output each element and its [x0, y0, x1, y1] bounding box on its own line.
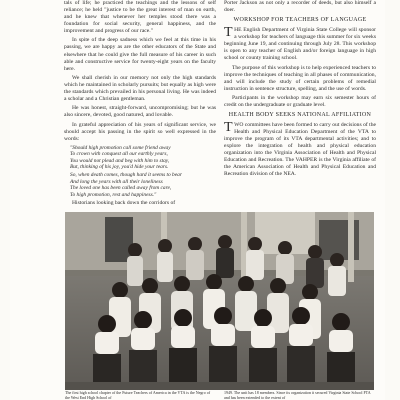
- right-column: [224, 0, 376, 181]
- poem-line: So, when death comes, though hard it seems to bear: [70, 172, 182, 179]
- page-paper: [10, 0, 385, 400]
- poem-stanza-1: [70, 145, 216, 171]
- poem-line: "Should high promotion call some friend away: [70, 144, 171, 151]
- left-paragraph-4: He was honest, straight-forward, uncompromising; but he was also sincere, devoted, good natured, and lovable.: [64, 105, 216, 119]
- poem-line: And long the years with all their loneliness: [70, 178, 163, 185]
- left-paragraph-5: In grateful appreciation of his years of significant service, we should accept his passing in the spirit so well expressed in the words:: [64, 121, 216, 142]
- left-paragraph-3: We shall cherish in our memory not only the high standards which he maintained in scholarly pursuits; but equally as high were the standards which prevailed in his personal living. He was indeed a scholar and a Christian gentleman.: [64, 74, 216, 102]
- right-paragraph-2: The purpose of this workshop is to help experienced teachers to improve the techniques of teaching in all phases of communication, and will include the study of certain problems of remedial instruction in sentence structure, spelling, and the use of words.: [224, 64, 376, 92]
- poem-stanza-2: [70, 172, 216, 198]
- drop-cap: T: [224, 120, 233, 136]
- right-paragraph-4: [224, 122, 376, 178]
- right-paragraph-1-text: HE English Department of Virginia State College will sponsor a workshop for teachers of language this summer for six weeks beginning June 19, and continuing through July 28. This workshop is open to any teacher of English and/or foreign language in high school or county training school.: [224, 27, 376, 62]
- poem-line: You would not plead and beg with him to stay,: [70, 157, 170, 164]
- right-paragraph-3: Participants in the workshop may earn six semester hours of credit on the undergraduate or graduate level.: [224, 94, 376, 108]
- workshop-heading: WORKSHOP FOR TEACHERS OF LANGUAGE: [233, 17, 367, 24]
- left-column: [64, 0, 216, 209]
- photo-caption: [65, 391, 374, 400]
- group-photo-illustration: [65, 212, 374, 390]
- photo-caption-left: The first high school chapter of the Future Teachers of America in the VTA is the Negro of the West End High School of: [65, 390, 211, 400]
- group-photo: [65, 212, 374, 390]
- right-paragraph-0: Porter Jackson as not only a recorder of deeds, but also himself a doer.: [224, 0, 376, 14]
- poem-line: To high promotion, rest and happiness.": [70, 191, 157, 198]
- health-heading: HEALTH BODY SEEKS NATIONAL AFFILIATION: [228, 112, 372, 119]
- left-paragraph-2: In spite of the deep sadness which we feel at this time in his passing, we are happy as are the other educators of the State and elsewhere that he could give the full measure of his career in such able and constructive service for twenty-eight years on the faculty here.: [64, 37, 216, 72]
- right-paragraph-4-text: WO committees have been formed to carry out decisions of the Health and Physical Education Department of the VTA to improve the program of its VTA departmental activities; and to explore the integration of health and physical education organization into the Virginia Association of Health and Physical Education and Recreation. The VAHPER is the Virginia affiliate of the American Association of Health and Physical Education and Recreation division of the NEA.: [224, 122, 376, 178]
- left-paragraph-1: tals of life; he practiced the teachings and the lessons of self reliance; he held "justice to be the great interest of man on earth, and he knew that whenever her temples stood there was a foundation for social security, general happiness, and the improvement and progress of our race.": [64, 0, 216, 35]
- left-paragraph-6: Historians looking back down the corridors of: [72, 200, 176, 207]
- photo-caption-right: 1949. The unit has 18 members. Since its organization it secured Virginia State School FTA and has been extended to the extent of: [224, 390, 371, 400]
- right-paragraph-1: [224, 27, 376, 62]
- drop-cap: T: [224, 25, 233, 41]
- poem-line: To crown with conquest all our earthly years,: [70, 151, 168, 158]
- poem-line: The loved one has been called away from care,: [70, 185, 172, 192]
- poem-line: But, thinking of his joy, you'd hide your tears.: [70, 164, 169, 171]
